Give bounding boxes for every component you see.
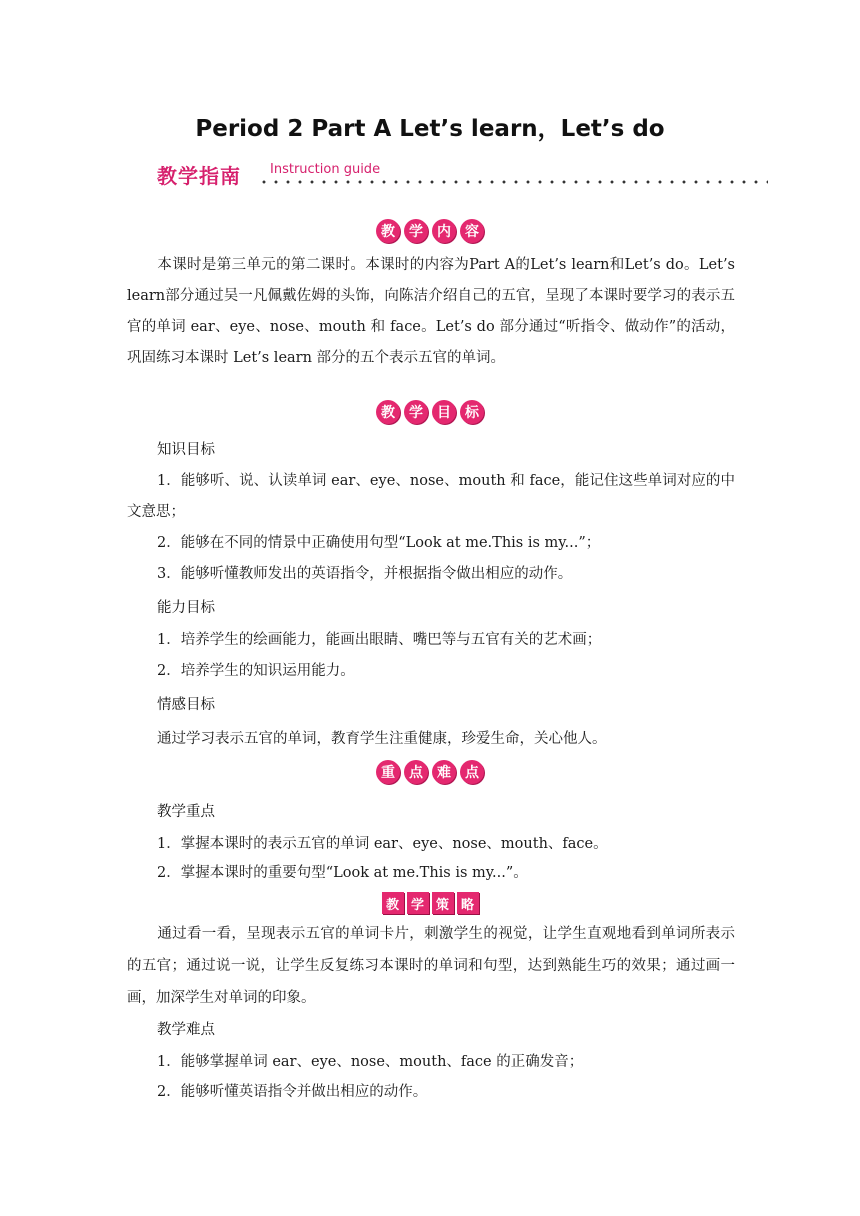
badge-char: 标 (460, 400, 484, 424)
badge-char: 教 (382, 892, 404, 914)
difficult-points-heading: 教学难点 (157, 1022, 215, 1038)
badge-char: 点 (460, 760, 484, 784)
badge-char: 容 (460, 219, 484, 243)
strategy-paragraph: 通过看一看，呈现表示五官的单词卡片，刺激学生的视觉，让学生直观地看到单词所表示的五官；通过说一说，让学生反复练习本课时的单词和句型，达到熟能生巧的效果；通过画一画，加深学生对单词的印象。 (127, 926, 735, 1006)
difficult-point-item: 1．能够掌握单词 ear、eye、nose、mouth、face 的正确发音； (157, 1054, 584, 1070)
knowledge-goal-item: 2．能够在不同的情景中正确使用句型“Look at me.This is my...”； (157, 535, 601, 551)
knowledge-goal-item: 1．能够听、说、认读单词 ear、eye、nose、mouth 和 face，能记住这些单词对应的中文意思； (127, 473, 735, 520)
ability-goals-heading: 能力目标 (157, 600, 215, 616)
ability-goal-item: 1．培养学生的绘画能力，能画出眼睛、嘴巴等与五官有关的艺术画； (157, 632, 602, 648)
content-paragraph: 本课时是第三单元的第二课时。本课时的内容为Part A的Let’s learn和Let’s do。Let’s learn部分通过吴一凡佩戴佐姆的头饰，向陈洁介绍自己的五官，呈现了本课时要学习的表示五官的单词 ear、eye、nose、mouth 和 face。Let’s do 部分通过“听指令、做动作”的活动，巩固练习本课时 Let’s learn 部分的五个表示五官的单词。 (127, 257, 735, 366)
difficult-point-item: 2．能够听懂英语指令并做出相应的动作。 (157, 1084, 428, 1100)
badge-char: 重 (376, 760, 400, 784)
badge-char: 内 (432, 219, 456, 243)
strategy-badge (0, 892, 860, 914)
page-title: Period 2 Part A Let’s learn，Let’s do (195, 116, 665, 142)
emotion-goal-text: 通过学习表示五官的单词，教育学生注重健康，珍爱生命，关心他人。 (157, 731, 607, 747)
badge-char: 策 (432, 892, 454, 914)
key-points-heading: 教学重点 (157, 804, 215, 820)
content-badge (0, 219, 860, 243)
badge-char: 教 (376, 400, 400, 424)
ability-goal-item: 2．培养学生的知识运用能力。 (157, 663, 355, 679)
instruction-guide-heading: 教学指南 (157, 164, 241, 188)
badge-char: 教 (376, 219, 400, 243)
goals-badge (0, 400, 860, 424)
badge-char: 难 (432, 760, 456, 784)
badge-char: 略 (457, 892, 479, 914)
key-point-item: 1．掌握本课时的表示五官的单词 ear、eye、nose、mouth、face。 (157, 836, 608, 852)
badge-char: 点 (404, 760, 428, 784)
dotted-divider (258, 178, 768, 186)
emotion-goals-heading: 情感目标 (157, 697, 215, 713)
badge-char: 学 (407, 892, 429, 914)
key-point-item: 2．掌握本课时的重要句型“Look at me.This is my...”。 (157, 865, 528, 881)
knowledge-goals-heading: 知识目标 (157, 442, 215, 458)
badge-char: 学 (404, 400, 428, 424)
instruction-guide-subtitle: Instruction guide (270, 162, 381, 177)
key-points-badge (0, 760, 860, 784)
badge-char: 目 (432, 400, 456, 424)
knowledge-goal-item: 3．能够听懂教师发出的英语指令，并根据指令做出相应的动作。 (157, 566, 573, 582)
badge-char: 学 (404, 219, 428, 243)
